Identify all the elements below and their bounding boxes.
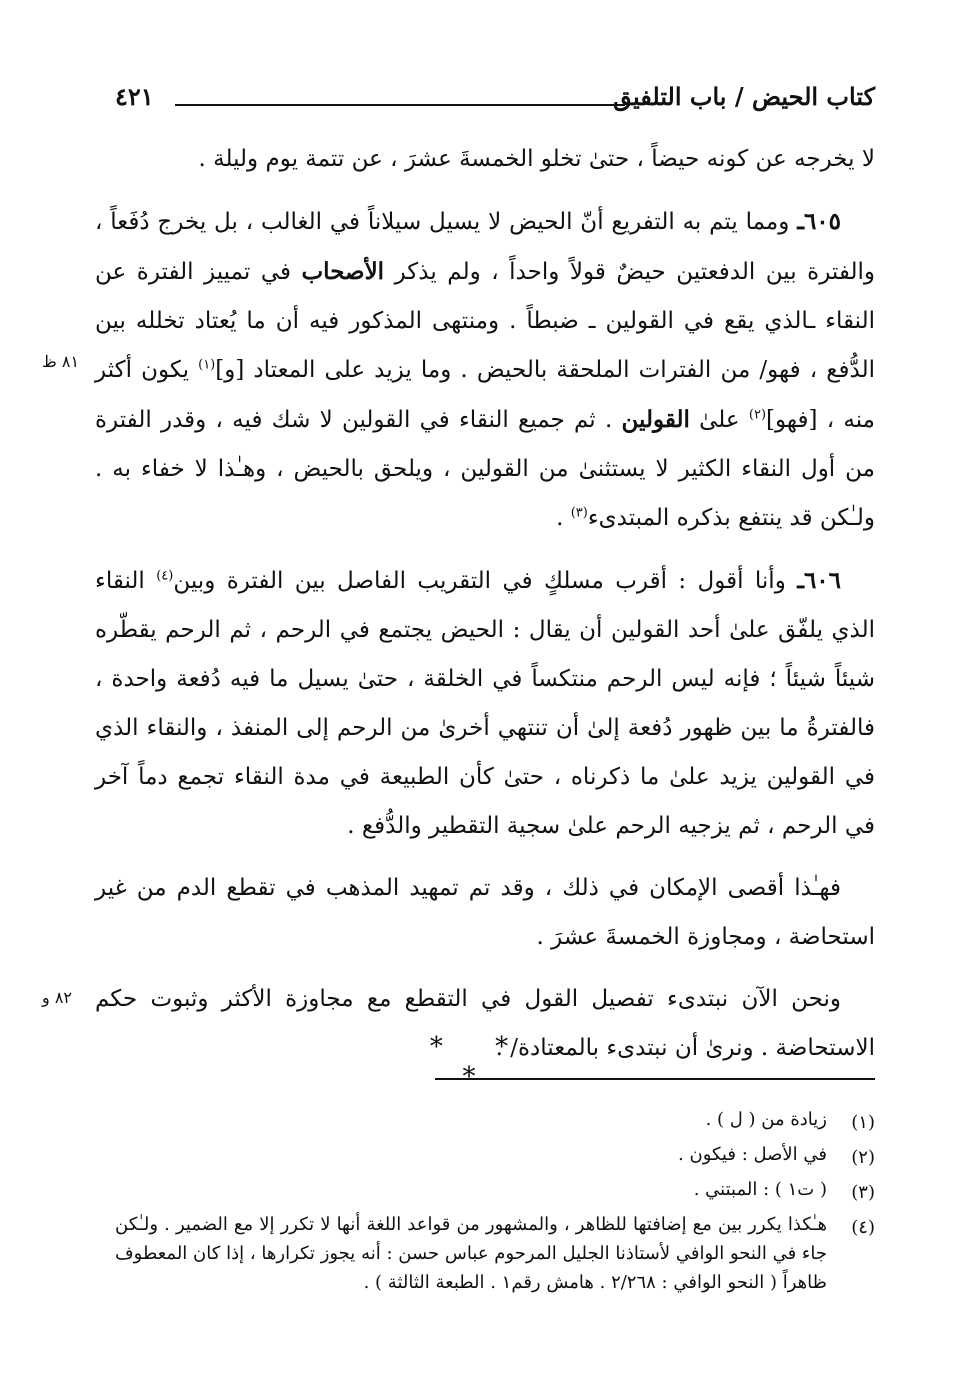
footnote-text: في الأصل : فيكون . xyxy=(678,1144,827,1165)
footnote-ref: (٢) xyxy=(748,407,767,423)
footnote-item xyxy=(115,1210,875,1297)
paragraph-606 xyxy=(95,556,875,851)
footnote-item xyxy=(115,1140,875,1175)
paragraph-continuation: لا يخرجه عن كونه حيضاً ، حتىٰ تخلو الخمسةَ عشرَ ، عن تتمة يوم وليلة . xyxy=(198,146,875,172)
margin-folio-82: ٨٢ و xyxy=(42,988,72,1007)
header-rule xyxy=(175,104,625,106)
text-run: . xyxy=(556,505,571,531)
paragraph-number: ٦٠٥ـ xyxy=(797,208,841,235)
bold-term: الأصحاب xyxy=(301,258,385,285)
footnotes xyxy=(115,1105,875,1297)
paragraph-conclusion: فهـٰذا أقصى الإمكان في ذلك ، وقد تم تمهيد المذهب في تقطع الدم من غير استحاضة ، ومجاوزة الخمسةَ عشرَ . xyxy=(95,875,875,950)
main-text xyxy=(95,135,875,1086)
text-run: في تمييز الفترة عن النقاء ـالذي يقع في القولين ـ ضبطاً . ومنتهى المذكور فيه أن ما يُعتاد تخلله بين الدُّفع ، فهو/ من الفترات الملحقة بالحيض . وما يزيد على المعتاد [و] xyxy=(95,259,876,383)
footnote-text: زيادة من ( ل ) . xyxy=(705,1109,827,1130)
footnote-text: ( ت١ ) : المبتني . xyxy=(693,1179,827,1200)
footnote-number: (٣) xyxy=(851,1182,875,1203)
paragraph-transition: ونحن الآن نبتدىء تفصيل القول في التقطع مع مجاوزة الأكثر وثبوت حكم الاستحاضة . ونرىٰ أن نبتدىء بالمعتادة/ . xyxy=(95,986,875,1061)
footnote-number: (٤) xyxy=(851,1217,875,1238)
header-title: كتاب الحيض / باب التلفيق xyxy=(612,82,875,111)
text-run: النقاء الذي يلفّق علىٰ أحد القولين أن يقال : الحيض يجتمع في الرحم ، ثم الرحم يقطّره شيئاً شيئاً ؛ فإنه ليس الرحم منتكساً في الخلقة ، حتىٰ يسيل ما فيه دُفعة واحدة ، فالفترةُ ما بين ظهور دُفعة إلىٰ أن تنتهي أخرىٰ من الرحم إلى المنفذ ، والنقاء الذي في القولين يزيد علىٰ ما ذكرناه ، حتىٰ كأن الطبيعة في مدة النقاء تجمع دماً آخر في الرحم ، ثم يزجيه الرحم علىٰ سجية التقطير والدُّفع . xyxy=(95,568,875,839)
footnote-rule xyxy=(435,1078,875,1080)
footnote-ref: (٤) xyxy=(156,568,174,584)
footnote-text: هـٰكذا يكرر بين مع إضافتها للظاهر ، والمشهور من قواعد اللغة أنها لا تكرر إلا مع الضمير . ولـٰكن جاء في النحو الوافي لأستاذنا الجليل المرحوم عباس حسن : أنه يجوز تكرارها ، إذا كان المعطوف ظاهراً ( النحو الوافي : ٢/٢٦٨ . هامش رقم١ . الطبعة الثالثة ) . xyxy=(115,1214,827,1293)
text-run: يكون أكثر منه ، [فهو] xyxy=(95,357,875,433)
footnote-item xyxy=(115,1175,875,1210)
text-run: . ثم جميع النقاء في القولين لا شك فيه ، وقدر الفترة من أول النقاء الكثير لا يستثنىٰ من القولين ، ويلحق بالحيض ، وهـٰذا لا خفاء به . ولـٰكن قد ينتفع بذكره المبتدىء xyxy=(95,407,875,531)
margin-folio-81: ٨١ ظ xyxy=(42,352,80,371)
paragraph-number: ٦٠٦ـ xyxy=(797,567,842,594)
footnote-ref: (٣) xyxy=(570,505,588,521)
paragraph-605 xyxy=(95,197,875,543)
footnote-number: (٢) xyxy=(851,1147,875,1168)
running-header xyxy=(115,82,875,122)
page-number: ٤٢١ xyxy=(115,82,154,111)
text-run: وأنا أقول : أقرب مسلكٍ في التقريب الفاصل بين الفترة وبين xyxy=(173,568,798,594)
text-run: ومما يتم به التفريع أنّ الحيض لا يسيل سيلاناً في الغالب ، بل يخرج دُفَعاً ، والفترة بين الدفعتين حيضٌ قولاً واحداً ، ولم يذكر xyxy=(95,209,875,285)
bold-term: القولين xyxy=(621,406,690,433)
footnote-item xyxy=(115,1105,875,1140)
section-separator: * * * xyxy=(429,1032,531,1092)
footnote-number: (١) xyxy=(851,1112,875,1133)
footnote-ref: (١) xyxy=(198,357,216,373)
text-run: علىٰ xyxy=(689,407,749,433)
